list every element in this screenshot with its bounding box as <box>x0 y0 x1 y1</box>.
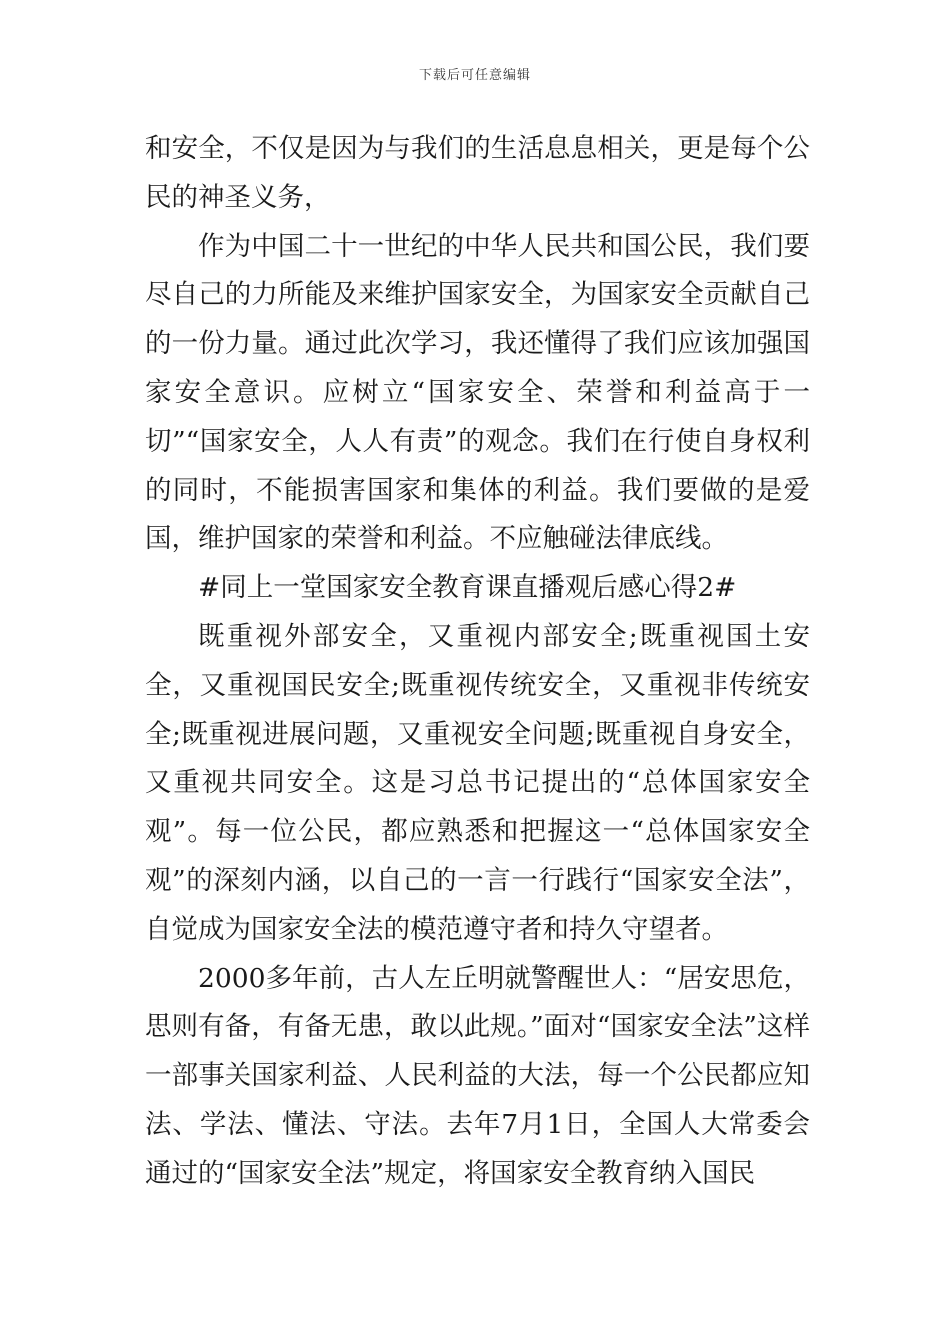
paragraph-3: 既重视外部安全，又重视内部安全;既重视国土安全，又重视国民安全;既重视传统安全，又重视非传统安全;既重视进展问题，又重视安全问题;既重视自身安全，又重视共同安全。这是习总书记提出的“总体国家安全观”。每一位公民，都应熟悉和把握这一“总体国家安全观”的深刻内涵，以自己的一言一行践行“国家安全法”，自觉成为国家安全法的模范遵守者和持久守望者。 <box>145 620 810 945</box>
document-body <box>145 125 810 1199</box>
paragraph-1: 和安全，不仅是因为与我们的生活息息相关，更是每个公民的神圣义务， <box>145 133 810 213</box>
page-header-note: 下载后可任意编辑 <box>418 68 531 83</box>
section-heading: #同上一堂国家安全教育课直播观后感心得2# <box>198 572 737 604</box>
paragraph-2: 作为中国二十一世纪的中华人民共和国公民，我们要尽自己的力所能及来维护国家安全，为国家安全贡献自己的一份力量。通过此次学习，我还懂得了我们应该加强国家安全意识。应树立“国家安全、荣誉和利益高于一切”“国家安全，人人有责”的观念。我们在行使自身权利的同时，不能损害国家和集体的利益。我们要做的是爱国，维护国家的荣誉和利益。不应触碰法律底线。 <box>145 230 810 555</box>
paragraph-4: 2000多年前，古人左丘明就警醒世人：“居安思危，思则有备，有备无患，敢以此规。”面对“国家安全法”这样一部事关国家利益、人民利益的大法，每一个公民都应知法、学法、懂法、守法。去年7月1日，全国人大常委会通过的“国家安全法”规定，将国家安全教育纳入国民 <box>145 962 810 1189</box>
